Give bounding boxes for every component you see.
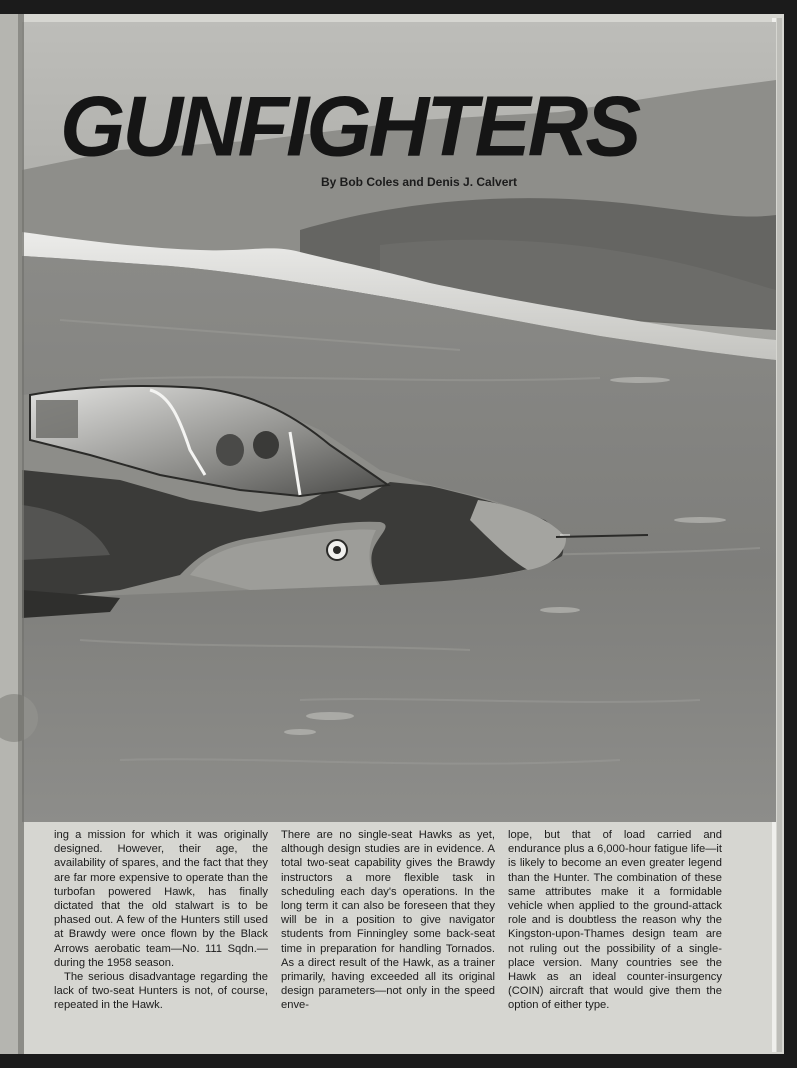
article-title: GUNFIGHTERS	[60, 78, 639, 174]
text-column-3	[508, 828, 722, 1013]
column-1-paragraph-1: ing a mission for which it was originally designed. However, their age, the availability of spares, and the fact that they are far more expensive to operate than the turbofan powered Hawk, has finally dictated that the old stalwart is to be phased out. A few of the Hunters still used at Brawdy were once flown by the Black Arrows aerobatic team—No. 111 Sqdn.—during the 1958 season.	[54, 829, 268, 969]
text-column-1	[54, 828, 268, 1013]
column-2-paragraph-1: There are no single-seat Hawks as yet, although design studies are in evidence. A total two-seat capability gives the Brawdy instructors a more flexible task in scheduling each day's operations. In the long term it can also be foreseen that they will be in a position to give navigator students from Finningley some back-seat time in preparation for handling Tornados. As a direct result of the Hawk, as a trainer primarily, having exceeded all its original design parameters—not only in the speed enve-	[281, 829, 495, 1012]
column-1-paragraph-2: The serious disadvantage regarding the lack of two-seat Hunters is not, of course, repeated in the Hawk.	[54, 971, 268, 1012]
column-3-paragraph-1: lope, but that of load carried and endurance plus a 6,000-hour fatigue life—it is likely to become an even greater legend than the Hunter. The combination of these same attributes make it a formidable vehicle when applied to the ground-attack role and is doubtless the reason why the Kingston-upon-Thames design team are not ruling out the possibility of a single-place version. Many countries see the Hawk as an ideal counter-insurgency (COIN) aircraft that would give them the option of either type.	[508, 829, 722, 1012]
text-column-2	[281, 828, 495, 1013]
byline: By Bob Coles and Denis J. Calvert	[321, 175, 518, 189]
